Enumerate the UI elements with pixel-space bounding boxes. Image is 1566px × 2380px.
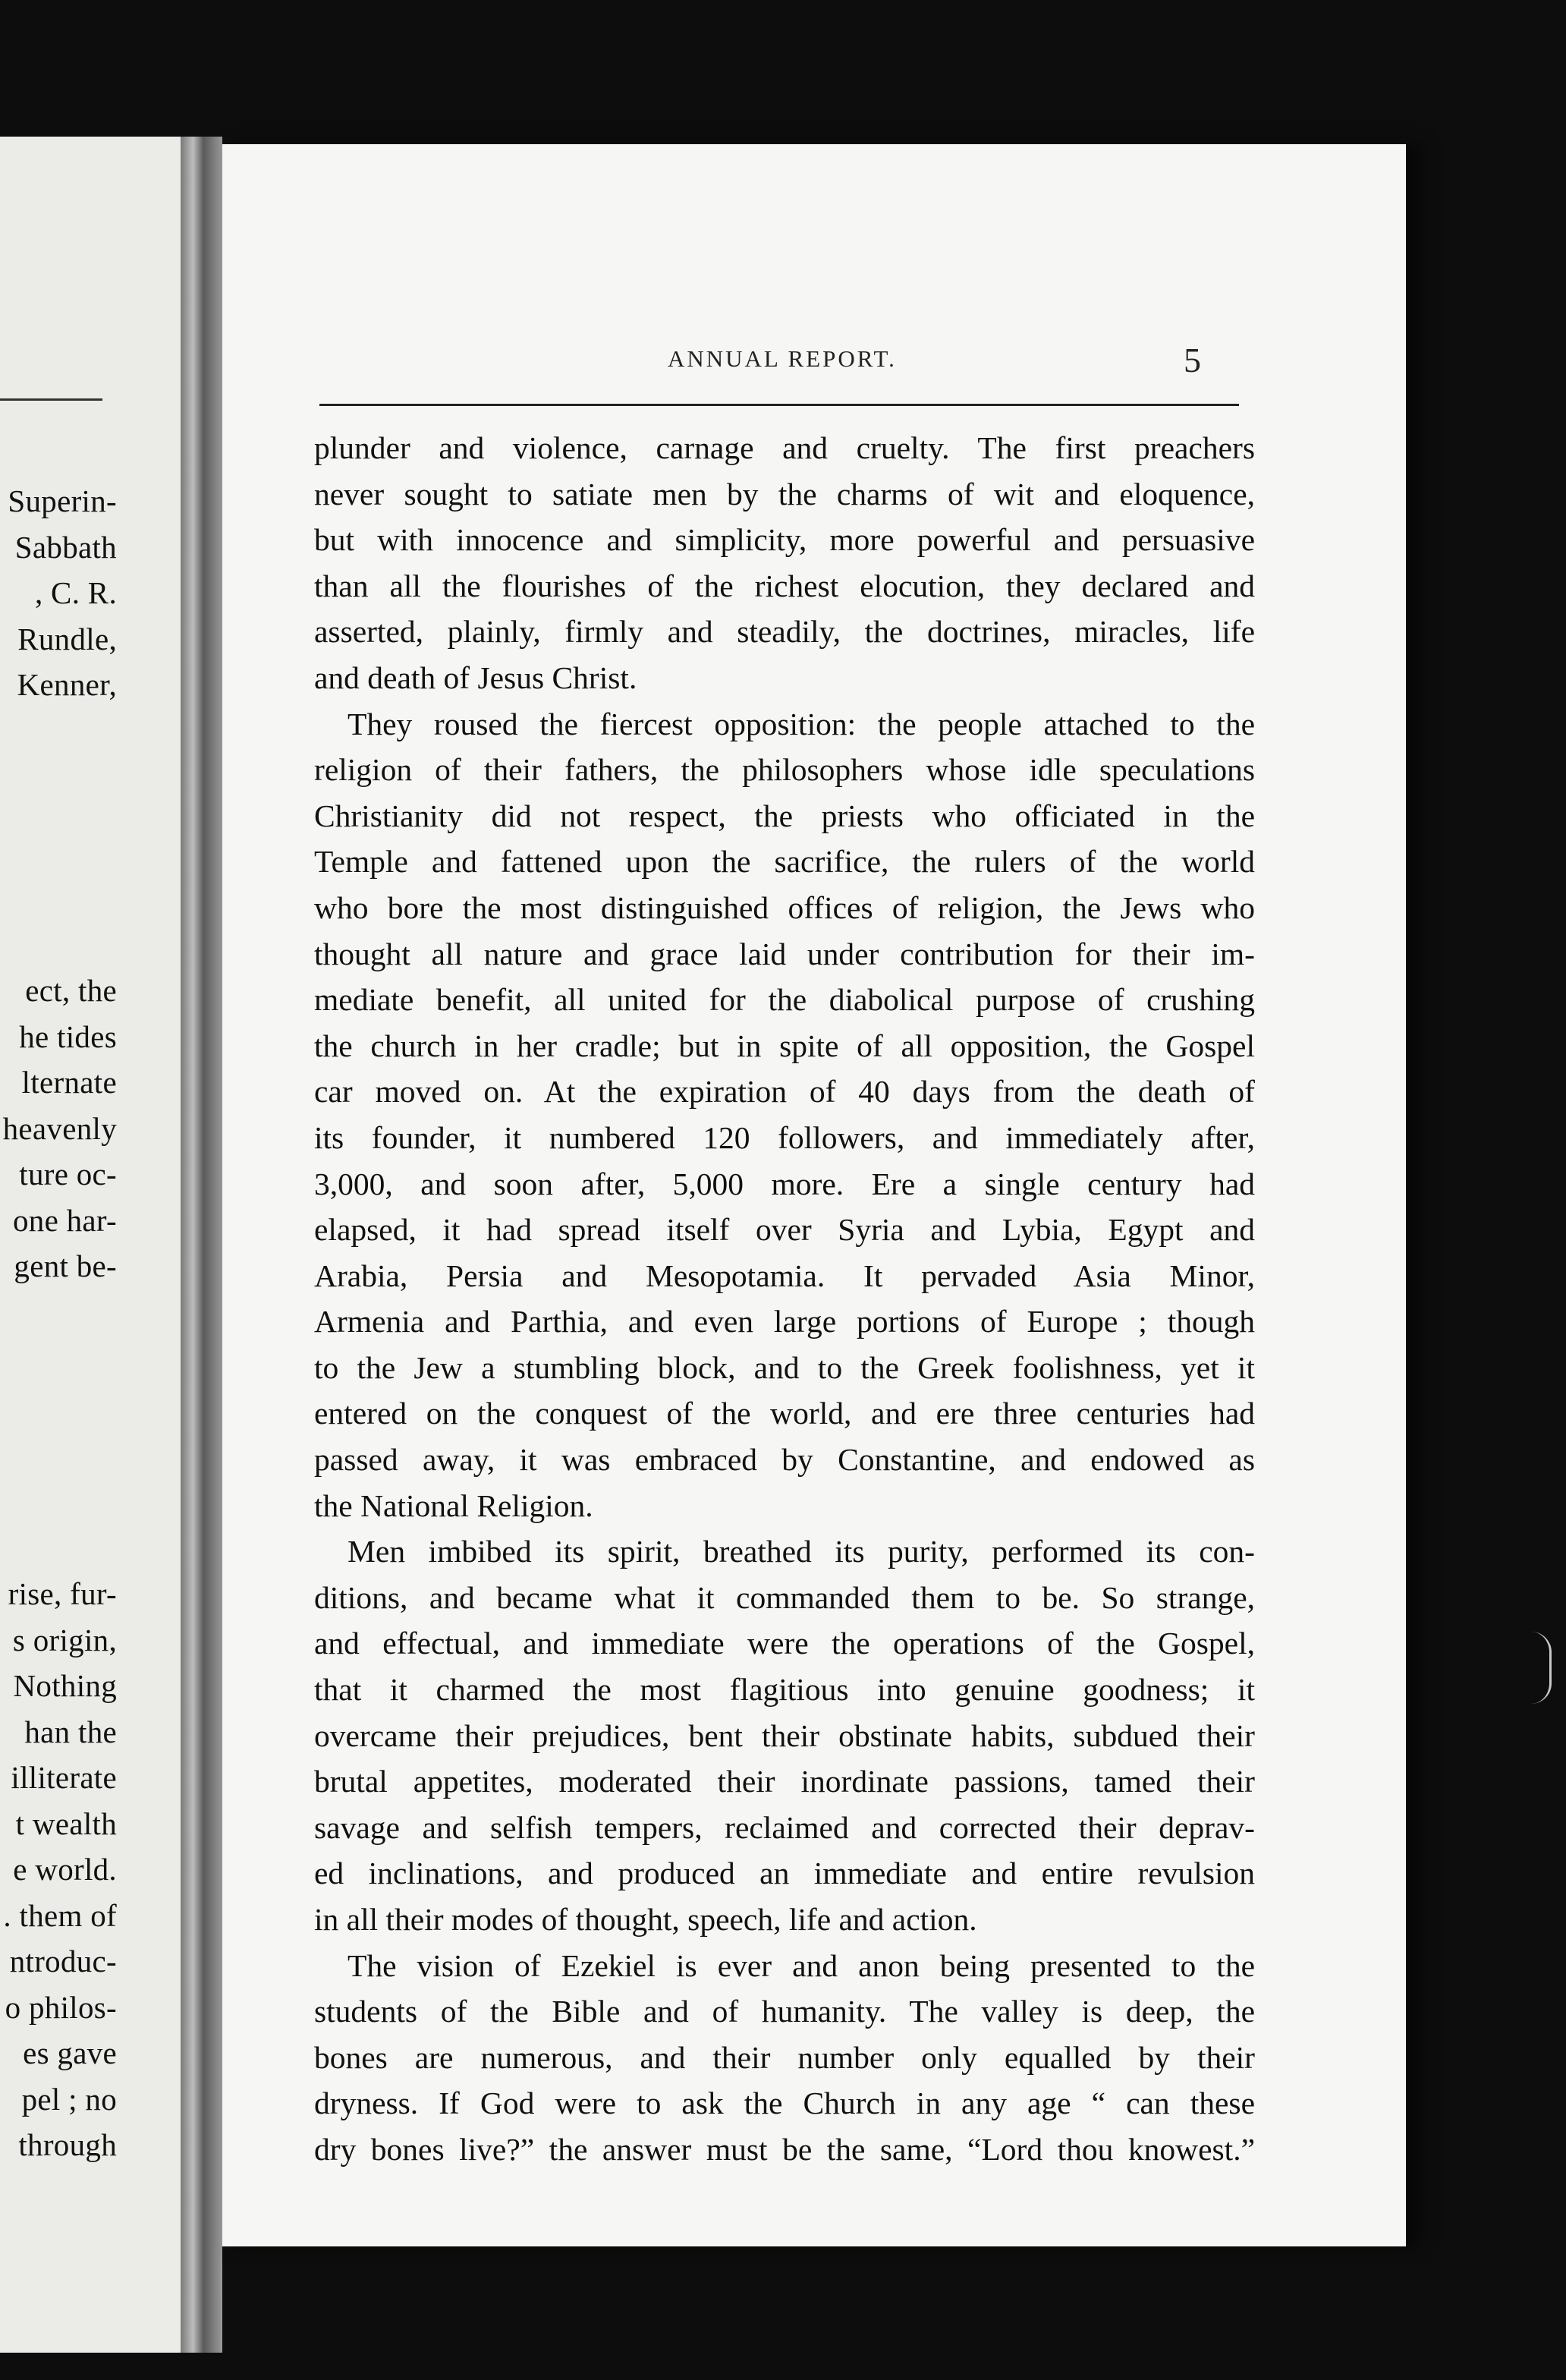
paragraph (314, 701, 1255, 1529)
text-line: the National Religion. (314, 1488, 593, 1523)
text-line: that it charmed the most flagitious into genuine goodness; it (314, 1672, 1255, 1708)
facing-page-line: es gave (23, 2035, 117, 2070)
facing-page-line: Rundle, (17, 621, 117, 656)
text-line: mediate benefit, all united for the diabolical purpose of crushing (314, 982, 1255, 1018)
facing-page-line: pel ; no (21, 2081, 117, 2117)
text-line: religion of their fathers, the philosophers whose idle speculations (314, 752, 1255, 788)
facing-page-line: he tides (19, 1018, 117, 1054)
facing-page-line: Superin- (8, 483, 117, 518)
facing-page-line: through (18, 2127, 117, 2162)
facing-page-line: rise, fur- (8, 1576, 117, 1611)
text-line: its founder, it numbered 120 followers, and immediately after, (314, 1119, 1255, 1155)
facing-page-line: e world. (13, 1852, 117, 1887)
text-line: ed inclinations, and produced an immediate and entire revulsion (314, 1856, 1255, 1891)
facing-page-line: heavenly (2, 1110, 117, 1146)
text-line: 3,000, and soon after, 5,000 more. Ere a single century had (314, 1166, 1255, 1201)
facing-page-line: han the (24, 1714, 117, 1749)
facing-page-line: lternate (21, 1065, 117, 1100)
facing-page-line: s origin, (12, 1622, 117, 1658)
paragraph (314, 1528, 1255, 1942)
page-edge-mark (1531, 1632, 1552, 1704)
text-line: brutal appetites, moderated their inordinate passions, tamed their (314, 1764, 1255, 1799)
facing-page-line: Nothing (13, 1668, 117, 1703)
text-line: The vision of Ezekiel is ever and anon being presented to the (347, 1947, 1255, 1983)
text-line: plunder and violence, carnage and cruelty. The first preachers (314, 430, 1255, 465)
paragraph (314, 425, 1255, 701)
facing-page-line: illiterate (11, 1760, 117, 1795)
facing-page-line: Kenner, (17, 667, 117, 702)
facing-page-line: t wealth (15, 1805, 117, 1841)
facing-page-line: Sabbath (14, 529, 117, 565)
text-line: who bore the most distinguished offices of religion, the Jews who (314, 889, 1255, 925)
facing-page-line: , C. R. (34, 575, 117, 610)
text-line: but with innocence and simplicity, more powerful and persuasive (314, 522, 1255, 558)
text-line: passed away, it was embraced by Constantine, and endowed as (314, 1442, 1255, 1478)
paragraph (314, 1943, 1255, 2173)
facing-page-line: ntroduc- (9, 1944, 117, 1979)
running-head: ANNUAL REPORT. (668, 345, 897, 372)
book-gutter (181, 137, 222, 2353)
text-line: than all the flourishes of the richest elocution, they declared and (314, 568, 1255, 603)
text-line: elapsed, it had spread itself over Syria and Lybia, Egypt and (314, 1212, 1255, 1248)
text-line: Men imbibed its spirit, breathed its purity, performed its con- (347, 1534, 1255, 1569)
page-number: 5 (1184, 341, 1201, 379)
text-line: in all their modes of thought, speech, life and action. (314, 1902, 977, 1937)
text-line: dry bones live?” the answer must be the same, “Lord thou knowest.” (314, 2131, 1255, 2167)
text-line: savage and selfish tempers, reclaimed and corrected their deprav- (314, 1809, 1255, 1845)
text-line: ditions, and became what it commanded them to be. So strange, (314, 1579, 1255, 1615)
facing-page-line: one har- (12, 1202, 117, 1238)
facing-page-line: ture oc- (19, 1157, 117, 1192)
text-line: never sought to satiate men by the charms of wit and eloquence, (314, 476, 1255, 512)
text-line: Armenia and Parthia, and even large portions of Europe ; though (314, 1304, 1255, 1340)
facing-page-line: o philos- (5, 1989, 117, 2025)
text-line: car moved on. At the expiration of 40 days from the death of (314, 1074, 1255, 1110)
body-text (314, 425, 1255, 2173)
facing-page-line: ect, the (25, 973, 117, 1008)
text-line: overcame their prejudices, bent their obstinate habits, subdued their (314, 1717, 1255, 1753)
text-line: the church in her cradle; but in spite of all opposition, the Gospel (314, 1028, 1255, 1063)
text-line: and effectual, and immediate were the operations of the Gospel, (314, 1626, 1255, 1661)
text-line: to the Jew a stumbling block, and to the Greek foolishness, yet it (314, 1349, 1255, 1385)
text-line: Arabia, Persia and Mesopotamia. It pervaded Asia Minor, (314, 1258, 1255, 1293)
text-line: and death of Jesus Christ. (314, 660, 637, 695)
text-line: Temple and fattened upon the sacrifice, the rulers of the world (314, 844, 1255, 880)
facing-page-rule (0, 398, 102, 401)
facing-page-fragment (0, 137, 181, 2353)
text-line: dryness. If God were to ask the Church in any age “ can these (314, 2086, 1255, 2121)
text-line: asserted, plainly, firmly and steadily, the doctrines, miracles, life (314, 614, 1255, 650)
text-line: students of the Bible and of humanity. The valley is deep, the (314, 1994, 1255, 2029)
text-line: They roused the fiercest opposition: the people attached to the (347, 706, 1255, 741)
facing-page-line: gent be- (14, 1248, 117, 1283)
text-line: bones are numerous, and their number only equalled by their (314, 2039, 1255, 2075)
text-line: Christianity did not respect, the priests who officiated in the (314, 798, 1255, 833)
facing-page-line: . them of (3, 1897, 117, 1933)
header-rule (319, 404, 1239, 406)
text-line: entered on the conquest of the world, and ere three centuries had (314, 1396, 1255, 1431)
text-line: thought all nature and grace laid under contribution for their im- (314, 936, 1255, 971)
